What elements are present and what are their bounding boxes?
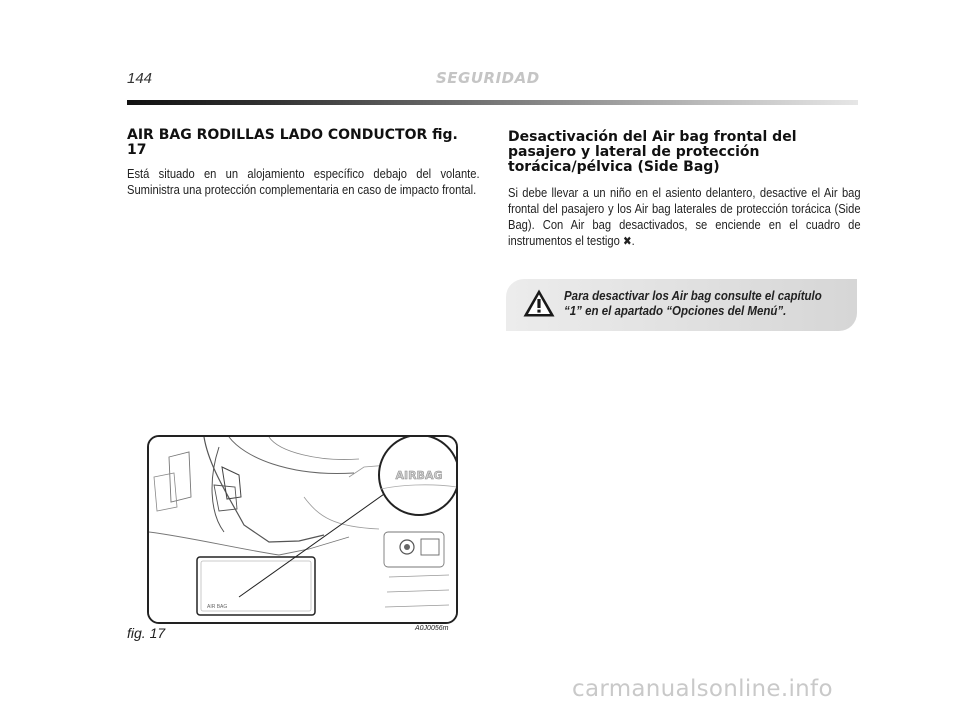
header-rule	[127, 100, 858, 105]
figure-17	[147, 435, 458, 624]
left-column	[127, 128, 479, 198]
knee-airbag-text: Está situado en un alojamiento específico debajo del volante. Suministra una protección complementaria en caso de impacto frontal.	[127, 166, 480, 197]
deactivation-text	[508, 185, 861, 249]
deactivation-heading: Desactivación del Air bag frontal del pasajero y lateral de protección torácica/pélvica (Side Bag)	[508, 129, 797, 175]
right-column	[508, 130, 860, 249]
callout-airbag-label: AIRBAG	[395, 469, 443, 482]
dashboard-illustration	[149, 437, 456, 622]
passenger-airbag-off-icon: ✖	[622, 234, 632, 248]
page-number: 144	[127, 70, 153, 87]
section-title: SEGURIDAD	[436, 69, 540, 87]
deactivation-text-end: .	[631, 233, 635, 248]
figure-code: A0J0056m	[415, 625, 449, 632]
warning-box	[506, 279, 857, 331]
warning-triangle-icon	[522, 288, 556, 318]
deactivation-text-body: Si debe llevar a un niño en el asiento delantero, desactive el Air bag frontal del pasajero y los Air bag laterales de protección torácica (Side Bag). Con Air bag desactivados, se enciende en el cuadro de instrumentos el testigo	[508, 185, 861, 248]
panel-airbag-label: AIR BAG	[207, 604, 228, 610]
knee-airbag-heading: AIR BAG RODILLAS LADO CONDUCTOR fig. 17	[127, 127, 458, 158]
watermark: carmanualsonline.info	[572, 676, 833, 702]
figure-caption: fig. 17	[127, 625, 166, 641]
warning-text: Para desactivar los Air bag consulte el capítulo “1” en el apartado “Opciones del Menú”.	[564, 289, 822, 318]
